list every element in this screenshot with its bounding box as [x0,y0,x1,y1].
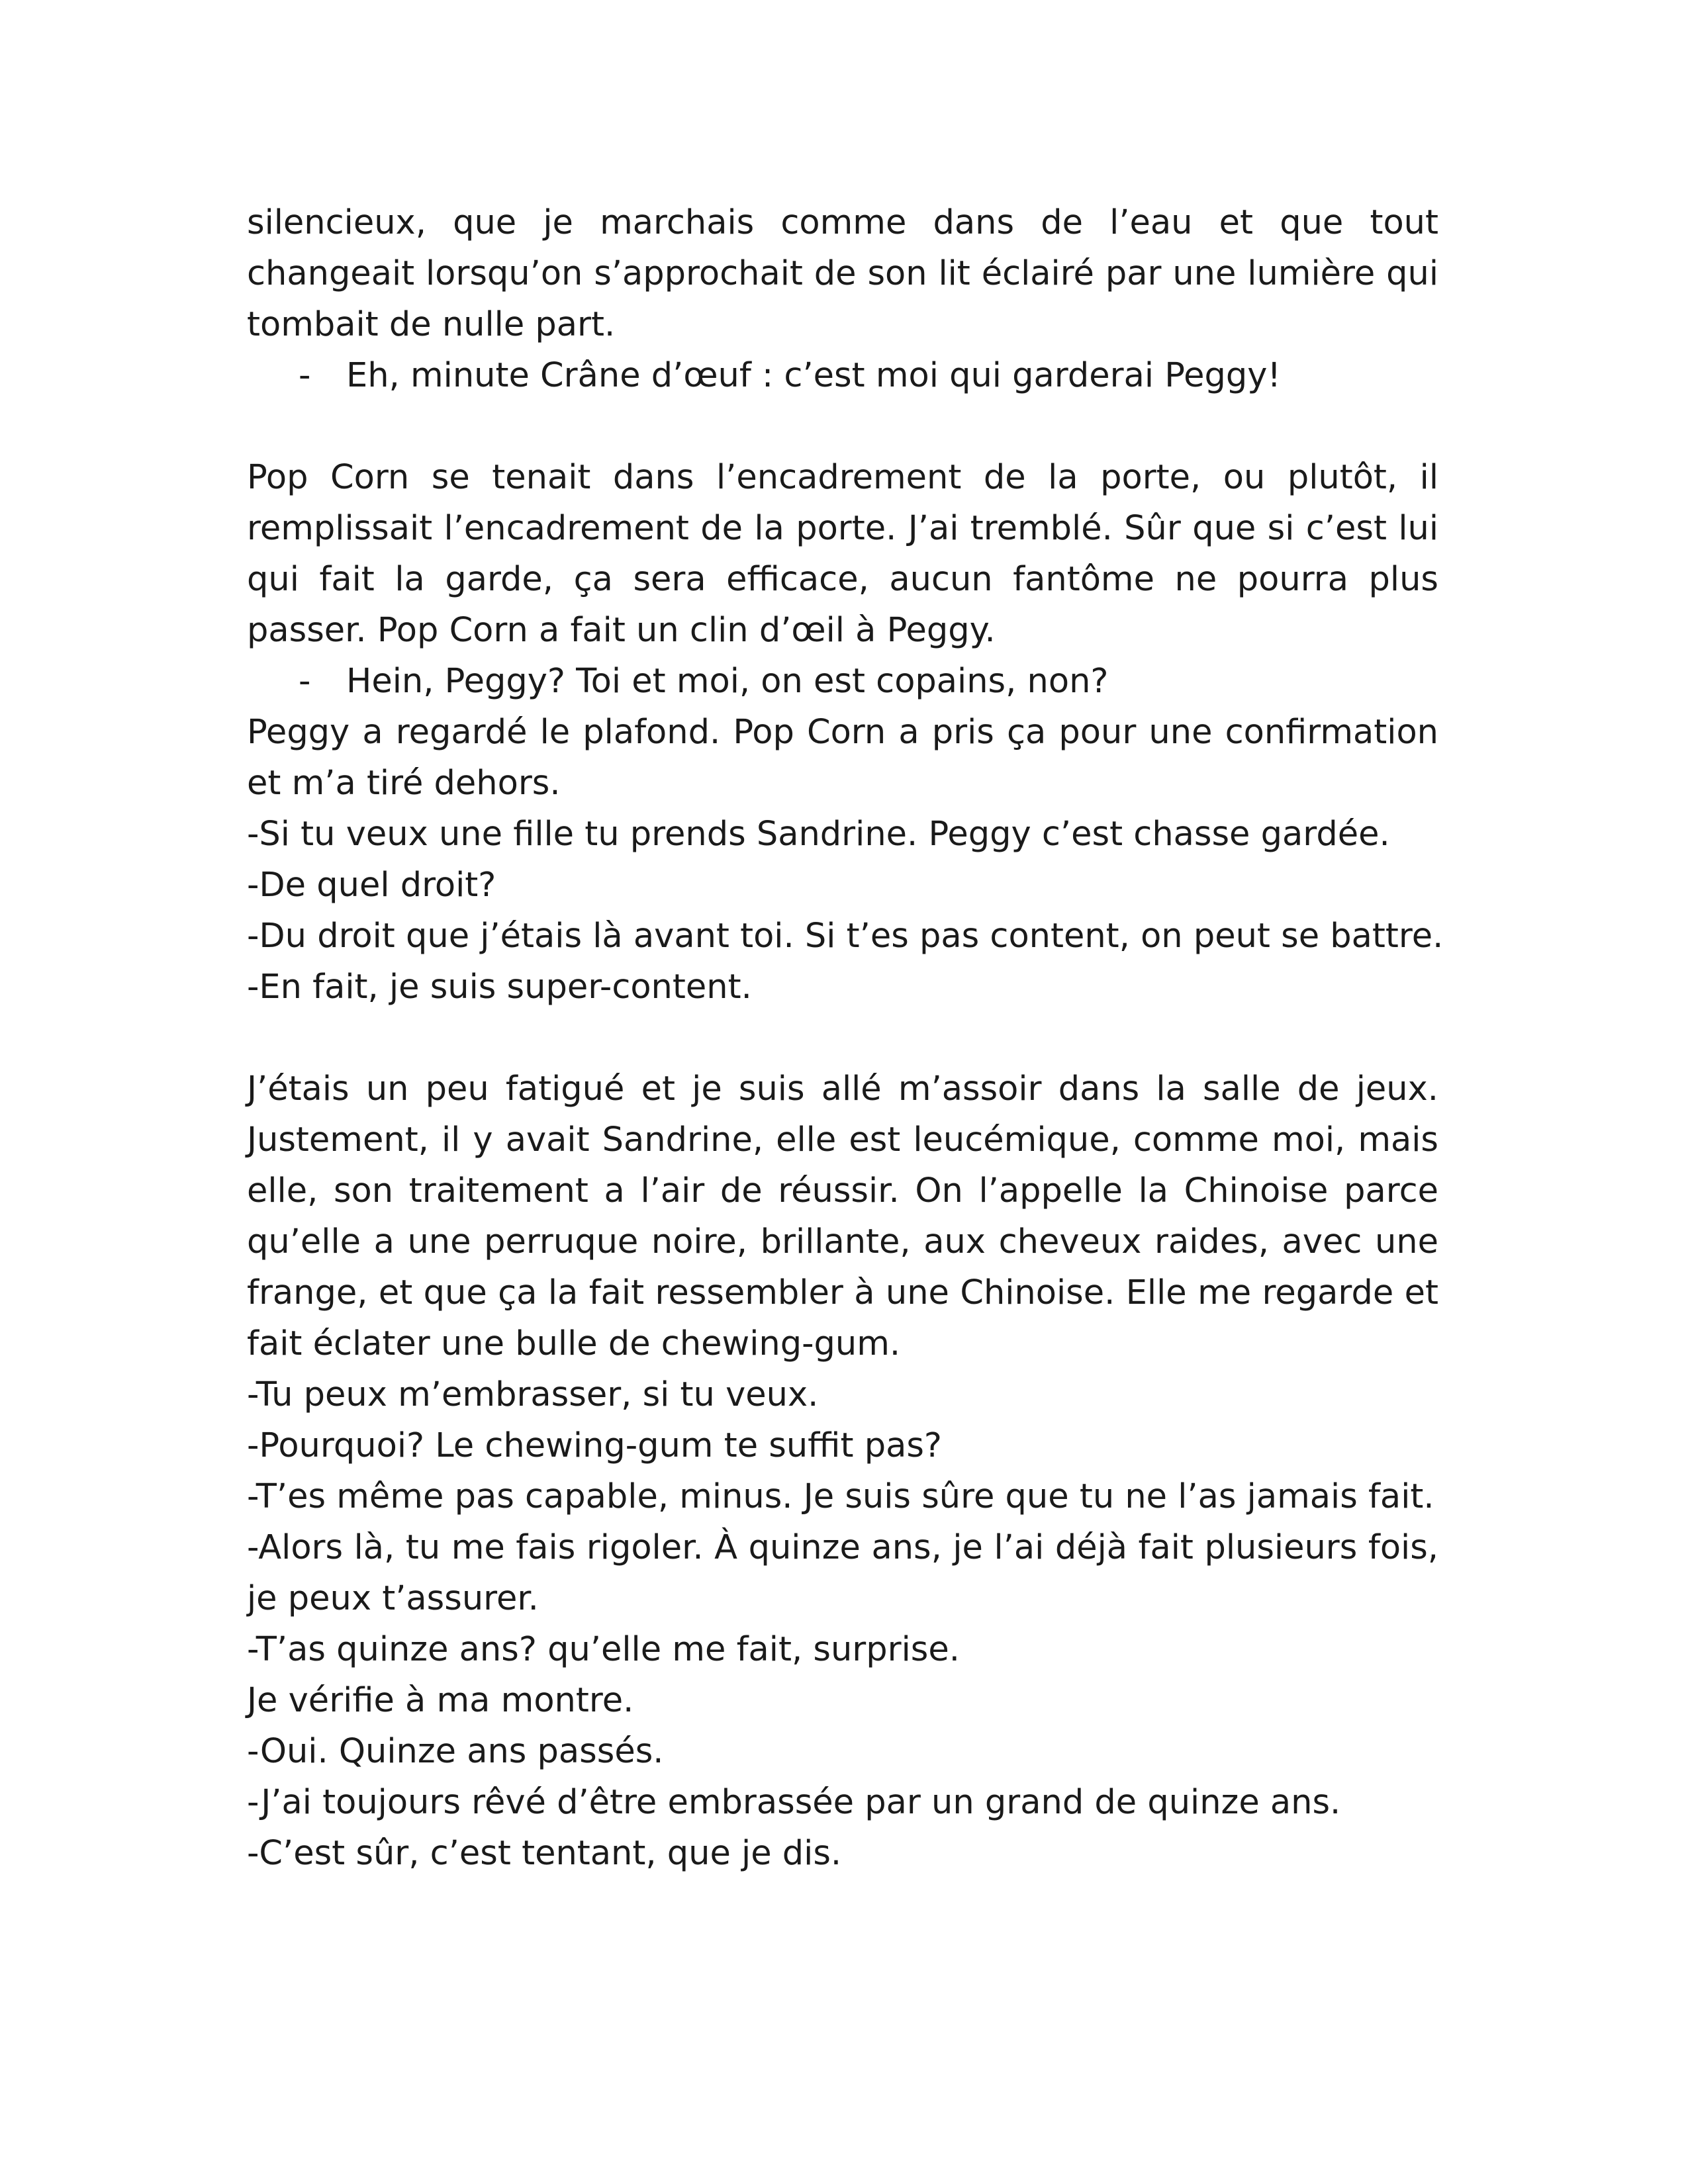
dialogue-line: -Oui. Quinze ans passés. [247,1732,664,1771]
dialogue-text: Eh, minute Crâne d’œuf : c’est moi qui garderai Peggy! [346,356,1281,395]
dialogue-line: -T’as quinze ans? qu’elle me fait, surprise. [247,1630,960,1669]
dialogue-line: -C’est sûr, c’est tentant, que je dis. [247,1834,842,1873]
narration-line: Je vérifie à ma montre. [247,1681,634,1720]
dialogue-line: -De quel droit? [247,866,496,905]
paragraph: silencieux, que je marchais comme dans de l’eau et que tout changeait lorsqu’on s’approchait de son lit éclairé par une lumière qui tombait de nulle part. [247,203,1438,344]
dialogue-text: Hein, Peggy? Toi et moi, on est copains, non? [346,662,1109,701]
paragraph: Peggy a regardé le plafond. Pop Corn a pris ça pour une confirmation et m’a tiré dehors. [247,713,1438,803]
paragraph-gap [247,1013,1438,1064]
dialogue-line: -En fait, je suis super-content. [247,968,752,1007]
dialogue-dash-line [247,350,1438,401]
dialogue-line: -Du droit que j’étais là avant toi. Si t’es pas content, on peut se battre. [247,917,1444,956]
dialogue-dash-line [247,656,1438,707]
body-text [247,197,1444,1879]
dialogue-line: -Alors là, tu me fais rigoler. À quinze ans, je l’ai déjà fait plusieurs fois, je peux t’assurer. [247,1528,1438,1618]
dash-marker: - [299,662,311,701]
paragraph-gap [247,401,1438,452]
dialogue-line: -Si tu veux une fille tu prends Sandrine. Peggy c’est chasse gardée. [247,815,1390,854]
dialogue-line: -Tu peux m’embrasser, si tu veux. [247,1375,819,1414]
paragraph: J’étais un peu fatigué et je suis allé m’assoir dans la salle de jeux. Justement, il y avait Sandrine, elle est leucémique, comme moi, mais elle, son traitement a l’air de réussir. On l’appelle la Chinoise parce qu’elle a une perruque noire, brillante, aux cheveux raides, avec une frange, et que ça la fait ressembler à une Chinoise. Elle me regarde et fait éclater une bulle de chewing-gum. [247,1069,1438,1363]
paragraph: Pop Corn se tenait dans l’encadrement de la porte, ou plutôt, il remplissait l’encadrement de la porte. J’ai tremblé. Sûr que si c’est lui qui fait la garde, ça sera efficace, aucun fantôme ne pourra plus passer. Pop Corn a fait un clin d’œil à Peggy. [247,458,1438,650]
dialogue-line: -J’ai toujours rêvé d’être embrassée par un grand de quinze ans. [247,1783,1341,1822]
dialogue-line: -Pourquoi? Le chewing-gum te suffit pas? [247,1426,942,1465]
dash-marker: - [299,356,311,395]
dialogue-line: -T’es même pas capable, minus. Je suis sûre que tu ne l’as jamais fait. [247,1477,1434,1516]
